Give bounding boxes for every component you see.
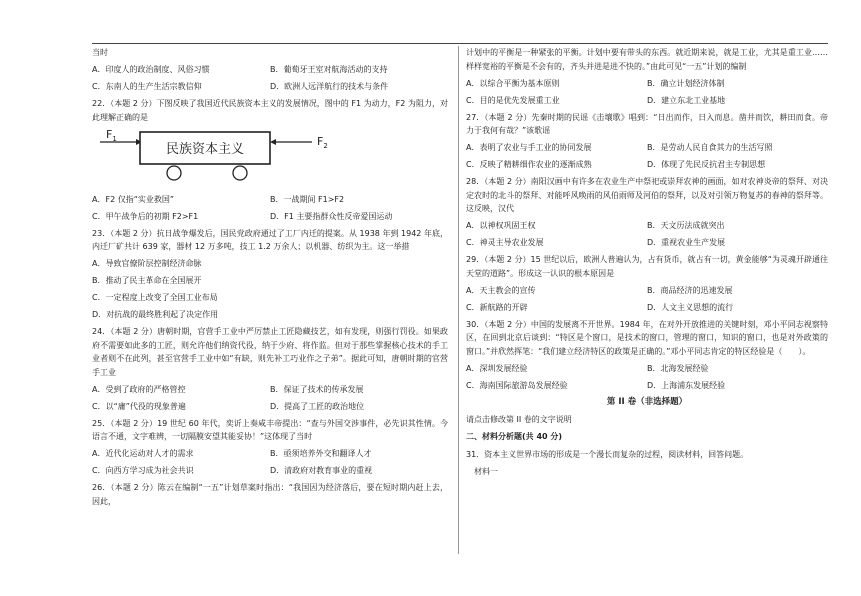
option-c: C．神灵主导农业发展 [466,238,544,247]
option-a: A．以神权巩固王权 [466,221,536,230]
option-c: C．甲午战争后的初期 F2>F1 [92,211,199,221]
option-a: A．F2 仅指“实业救国” [92,194,174,204]
header-rule [92,43,828,44]
options-row [466,379,828,393]
question-25: 25．（本题 2 分）19 世纪 60 年代，奕䜣上奏咸丰帝提出：“查与外国交涉事件，必先识其性情。今语言不通，文字难辨，一切隔膜安望其能妥协！”这体现了当时 [92,418,448,441]
question-continuation: 当时 [92,48,108,57]
option-d: D．清政府对教育事业的重视 [270,466,373,475]
option-a: A．导致官僚阶层控制经济命脉 [92,259,202,268]
option-c: C．海南国际旅游岛发展经验 [466,380,568,390]
right-column [466,46,828,482]
options-row [466,362,828,376]
part-heading: 二、材料分析题(共 40 分) [466,432,563,441]
option-a: A．以综合平衡为基本原则 [466,78,560,88]
section-note: 请点击修改第 II 卷的文字说明 [466,415,572,424]
option-d: D．建立东北工业基地 [647,95,726,105]
svg-text:F2 [317,135,328,150]
option-d: D．提高了工匠的政治地位 [270,401,365,411]
question-24: 24．（本题 2 分）唐朝时期，官营手工业中严厉禁止工匠隐藏技艺，如有发现，则强行罚役。如果政府不需要如此多的工匠，则允许他们纳资代役，纳于少府、将作监。但对于那些掌握核心技术的手工业者则不在此列，甚至官营手工业中如“有缺，则先补工巧业作之子弟”。据此可知，唐朝时期的官营手工业 [92,327,448,377]
option-b: B．葡萄牙王室对航海活动的支持 [270,65,388,74]
question-28: 28．（本题 2 分）南阳汉画中有许多在农业生产中祭祀或崇拜农神的画面，如对农神炎帝的祭拜、对决定农时的北斗的祭拜、对能呼风唤雨的风伯雨师及河伯的祭拜，以及对引领万物复苏的春神的祭拜等。这反映，汉代 [466,177,828,213]
option-b: B．是劳动人民自食其力的生活写照 [647,143,773,152]
svg-text:F1 [106,128,117,143]
options-row [466,284,828,298]
options-row [466,158,828,172]
label-f2-sub: 2 [323,141,328,150]
option-d: D．欧洲人远洋航行的技术与条件 [270,82,389,91]
option-b: B．北海发展经验 [647,363,709,373]
options-row [92,80,448,94]
option-c: C．新航路的开辟 [466,302,528,312]
diagram-box-label: 民族资本主义 [165,141,245,157]
question-23: 23．（本题 2 分）抗日战争爆发后，国民党政府通过了工厂内迁的提案。从 1938 年到 1942 年底，内迁厂矿共计 639 家，器材 12 万多吨，技工 1.2 万余人；以机器、纺织为主。这一举措 [92,228,448,251]
options-row [92,210,448,224]
option-a: A．近代化运动对人才的需求 [92,449,194,458]
options-row [466,94,828,108]
label-f1-sub: 1 [112,134,117,143]
option-c: C．东南人的生产生活宗教信仰 [92,82,202,91]
question-27: 27．（本题 2 分）先秦时期的民谣《击壤歌》唱到：“日出而作，日入而息。凿井而饮，耕田而食。帝力于我何有哉？”该歌谣 [466,112,828,135]
question-30: 30．（本题 2 分）中国的发展离不开世界。1984 年，在对外开放推进的关键时刻，邓小平同志视察特区，在回到北京后谈到：“特区是个窗口，是技术的窗口，管理的窗口，知识的窗口，也是对外政策的窗口。”并欣然挥笔：“我们建立经济特区的政策是正确的。”邓小平同志肯定的特区经验是（ ）。 [466,319,828,356]
option-d: D．对抗战的最终胜利起了决定作用 [92,310,219,319]
options-row [92,400,448,414]
option-b: B．保证了技术的传承发展 [270,384,364,394]
options-row [466,236,828,250]
option-b: B．商品经济的迅速发展 [647,285,733,295]
question-31: 31．资本主义世界市场的形成是一个漫长而复杂的过程，阅读材料，回答问题。 [466,449,749,459]
option-c: C．反映了精耕细作农业的逐渐成熟 [466,160,592,169]
option-a: A．深圳发展经验 [466,363,528,373]
question-22: 22．（本题 2 分）下图反映了我国近代民族资本主义的发展情况，图中的 F1 为动力，F2 为阻力，对此理解正确的是 [92,99,448,122]
option-d: D．上海浦东发展经验 [647,380,726,390]
option-d: D．体现了先民反抗君主专制思想 [647,160,766,169]
option-d: D．人文主义思想的流行 [647,302,734,312]
option-a: A．天主教会的宣传 [466,285,536,295]
option-b: B．确立计划经济体制 [647,78,725,88]
options-row [466,301,828,315]
options-row [92,447,448,461]
option-b: B．亟须培养外交和翻译人才 [270,449,372,458]
options-row [92,383,448,397]
material-label: 材料一 [474,466,498,476]
options-row [466,219,828,233]
option-d: D．重视农业生产发展 [647,238,726,247]
options-row [92,193,448,207]
column-divider [458,46,459,554]
label-f1: F [106,127,113,141]
option-b: B．推动了民主革命在全国展开 [92,276,202,285]
option-c: C．一定程度上改变了全国工业布局 [92,293,218,302]
force-diagram [92,128,448,190]
options-row [92,464,448,478]
question-26-continuation: 计划中的平衡是一种紧张的平衡。计划中要有带头的东西。就近期来说，就是工业，尤其是重工业……样样宽裕的平衡是不会有的，齐头并进是进不快的。”由此可见“一五”计划的编制 [466,48,828,71]
label-f2: F [317,134,324,148]
options-row [92,63,448,77]
option-c: C．以“庸”代役的现象普遍 [92,401,186,411]
options-row [466,141,828,155]
question-29: 29．（本题 2 分）15 世纪以后，欧洲人普遍认为，占有货币，就占有一切，黄金能够“为灵魂开辟通往天堂的道路”。形成这一认识的根本原因是 [466,255,828,278]
option-b: B．天文历法成就突出 [647,221,725,230]
option-c: C．目的是优先发展重工业 [466,95,560,105]
section-title: 第 II 卷（非选择题） [606,396,688,407]
left-column [92,46,448,512]
option-a: A．受到了政府的严格管控 [92,384,186,394]
option-c: C．向西方学习成为社会共识 [92,466,194,475]
option-a: A．印度人的政治制度、风俗习惯 [92,65,210,74]
options-row [466,77,828,91]
option-d: D．F1 主要指群众性反帝爱国运动 [270,211,393,221]
option-a: A．表明了农业与手工业的协同发展 [466,143,592,152]
question-26-start: 26．（本题 2 分）陈云在编制“一五”计划草案时指出：“我国因为经济落后，要在短时期内赶上去，因此， [92,483,448,506]
option-b: B．一战期间 F1>F2 [270,194,345,204]
